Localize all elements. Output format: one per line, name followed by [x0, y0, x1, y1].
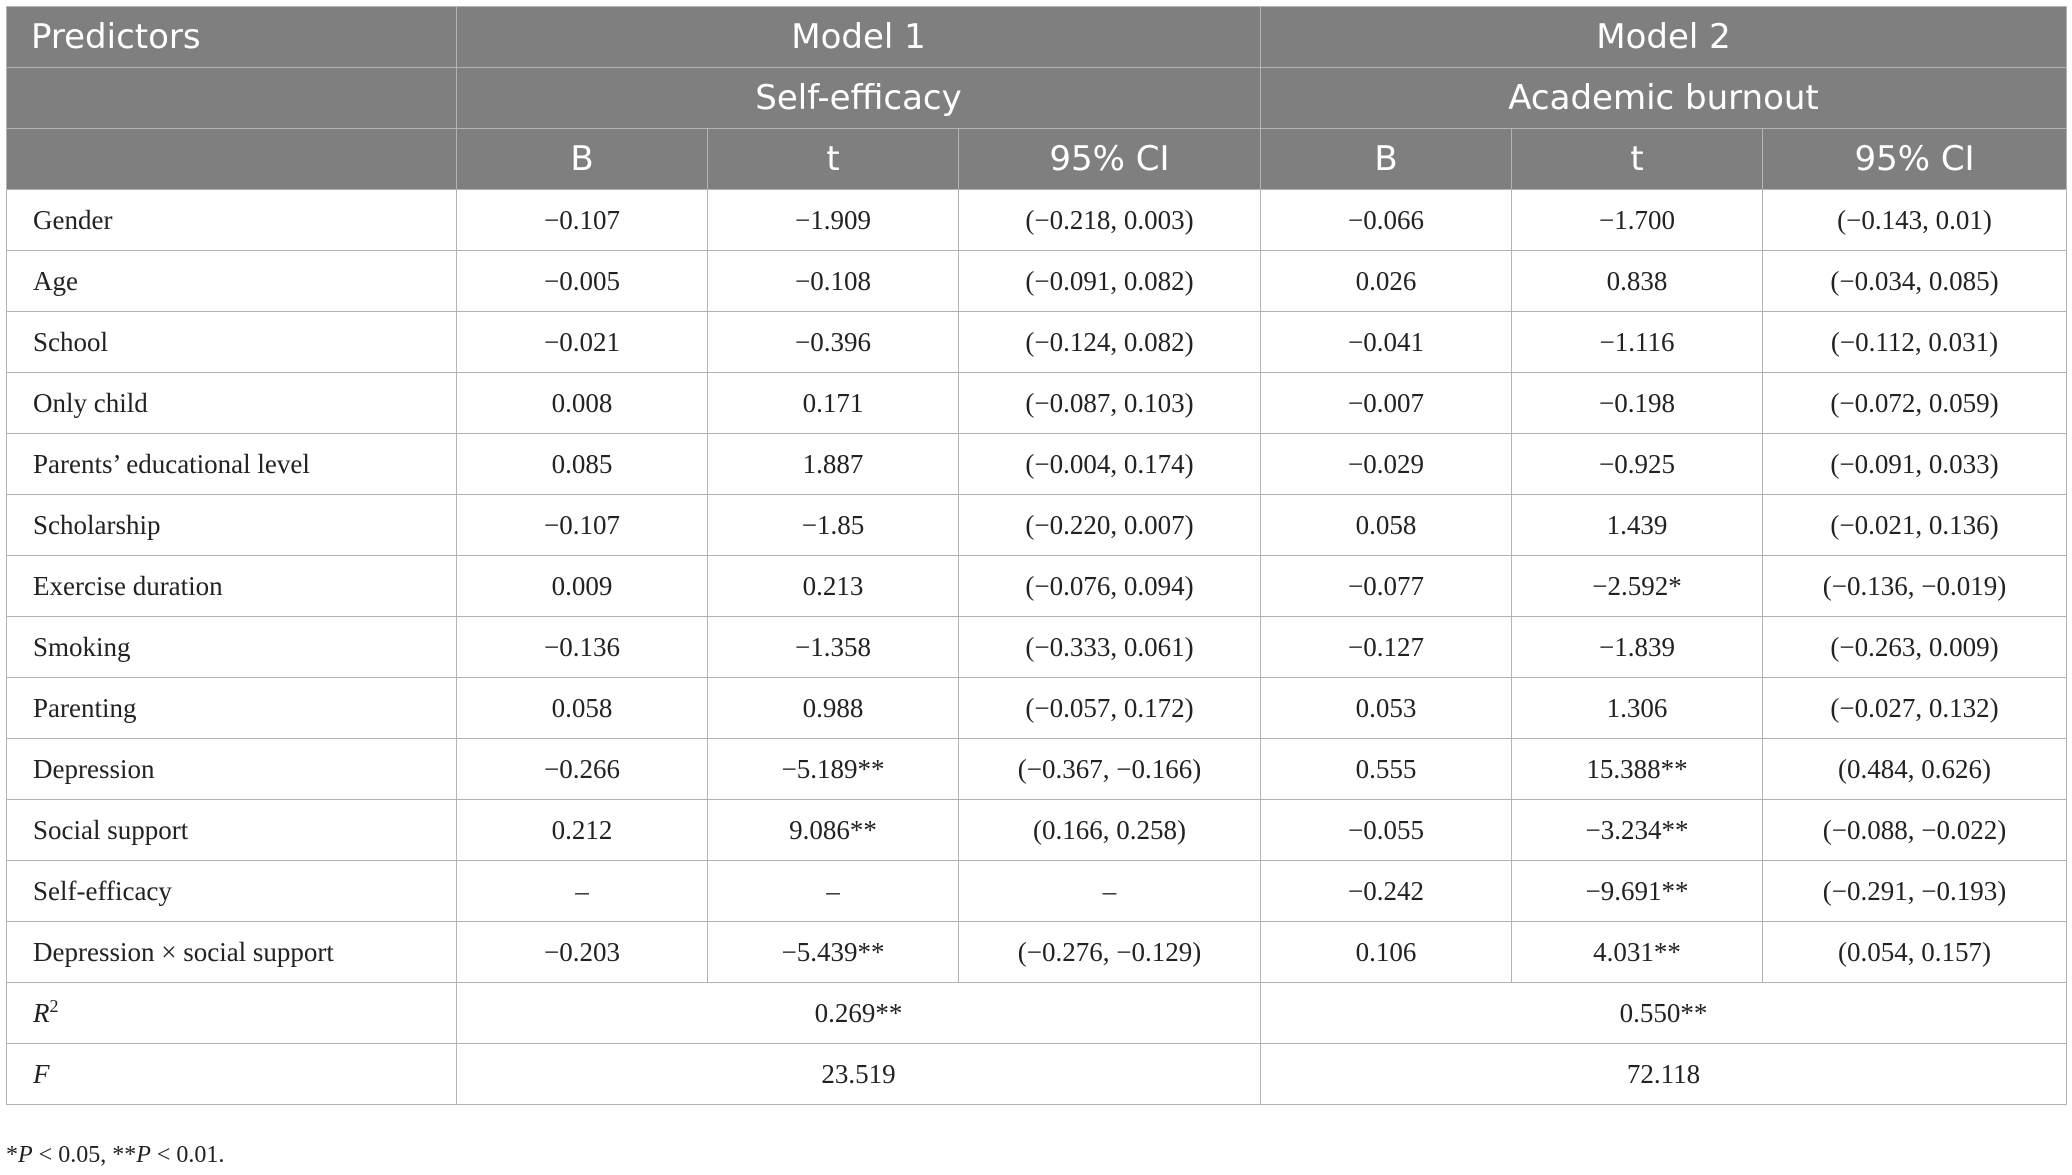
table-cell: (−0.143, 0.01): [1763, 190, 2067, 251]
table-cell: −0.107: [457, 190, 708, 251]
predictor-label: Exercise duration: [7, 556, 457, 617]
table-row: [7, 190, 2067, 251]
predictor-label: Scholarship: [7, 495, 457, 556]
table-cell: 0.212: [457, 800, 708, 861]
predictor-label: Parenting: [7, 678, 457, 739]
table-cell: (0.484, 0.626): [1763, 739, 2067, 800]
table-cell: −0.198: [1512, 373, 1763, 434]
table-cell: (−0.091, 0.082): [959, 251, 1261, 312]
footnote-text1: < 0.05,: [32, 1142, 113, 1168]
table-footnote: [6, 1142, 224, 1169]
table-cell: −5.439**: [708, 922, 959, 983]
table-cell: 4.031**: [1512, 922, 1763, 983]
table-cell: (−0.057, 0.172): [959, 678, 1261, 739]
table-cell: 0.085: [457, 434, 708, 495]
table-cell: −0.136: [457, 617, 708, 678]
table-cell: −0.005: [457, 251, 708, 312]
table-cell: −0.396: [708, 312, 959, 373]
table-cell: 1.306: [1512, 678, 1763, 739]
footnote-star1: *: [6, 1142, 18, 1168]
header-row-outcomes: [7, 68, 2067, 129]
table-cell: 0.106: [1261, 922, 1512, 983]
table-cell: (−0.291, −0.193): [1763, 861, 2067, 922]
table-row: [7, 617, 2067, 678]
predictor-label: Smoking: [7, 617, 457, 678]
table-cell: 0.058: [457, 678, 708, 739]
table-cell: 0.555: [1261, 739, 1512, 800]
table-cell: (−0.021, 0.136): [1763, 495, 2067, 556]
table-cell: (−0.027, 0.132): [1763, 678, 2067, 739]
table-cell: −0.029: [1261, 434, 1512, 495]
table-cell: −0.203: [457, 922, 708, 983]
table-cell: −0.021: [457, 312, 708, 373]
footnote-star2: **: [112, 1142, 137, 1168]
r2-model2: 0.550**: [1261, 983, 2067, 1044]
table-cell: −3.234**: [1512, 800, 1763, 861]
table-cell: (−0.072, 0.059): [1763, 373, 2067, 434]
r2-label: [7, 983, 457, 1044]
table-cell: −0.055: [1261, 800, 1512, 861]
table-cell: –: [457, 861, 708, 922]
footnote-text2: < 0.01.: [150, 1142, 225, 1168]
predictor-label: Parents’ educational level: [7, 434, 457, 495]
table-row: [7, 312, 2067, 373]
table-cell: (−0.136, −0.019): [1763, 556, 2067, 617]
model2-header: Model 2: [1261, 7, 2067, 68]
table-cell: (−0.088, −0.022): [1763, 800, 2067, 861]
table-cell: (−0.034, 0.085): [1763, 251, 2067, 312]
r2-label-base: R: [33, 997, 50, 1028]
table-cell: 0.988: [708, 678, 959, 739]
table-cell: −0.041: [1261, 312, 1512, 373]
predictor-label: Self-efficacy: [7, 861, 457, 922]
f-label: [7, 1044, 457, 1105]
table-cell: 0.008: [457, 373, 708, 434]
predictor-label: Only child: [7, 373, 457, 434]
table-cell: −1.839: [1512, 617, 1763, 678]
f-label-text: F: [33, 1058, 50, 1089]
regression-table-container: [6, 6, 2066, 1105]
table-cell: 0.171: [708, 373, 959, 434]
table-cell: (0.166, 0.258): [959, 800, 1261, 861]
predictor-label: Gender: [7, 190, 457, 251]
table-row: [7, 922, 2067, 983]
table-cell: −1.116: [1512, 312, 1763, 373]
table-cell: –: [708, 861, 959, 922]
summary-row-r2: [7, 983, 2067, 1044]
footnote-p1: P: [18, 1142, 33, 1168]
table-row: [7, 434, 2067, 495]
table-cell: −1.700: [1512, 190, 1763, 251]
empty-header-cell: [7, 129, 457, 190]
table-cell: (−0.124, 0.082): [959, 312, 1261, 373]
table-cell: (−0.091, 0.033): [1763, 434, 2067, 495]
predictor-label: Age: [7, 251, 457, 312]
model1-header: Model 1: [457, 7, 1261, 68]
table-cell: 0.213: [708, 556, 959, 617]
predictor-label: Depression: [7, 739, 457, 800]
table-cell: −1.85: [708, 495, 959, 556]
header-row-models: [7, 7, 2067, 68]
summary-row-f: [7, 1044, 2067, 1105]
table-cell: (−0.087, 0.103): [959, 373, 1261, 434]
table-cell: (−0.333, 0.061): [959, 617, 1261, 678]
table-cell: (−0.263, 0.009): [1763, 617, 2067, 678]
header-row-columns: [7, 129, 2067, 190]
table-cell: 0.838: [1512, 251, 1763, 312]
empty-header-cell: [7, 68, 457, 129]
table-row: [7, 495, 2067, 556]
column-header: 95% CI: [959, 129, 1261, 190]
model1-outcome-header: Self-efficacy: [457, 68, 1261, 129]
f-model2: 72.118: [1261, 1044, 2067, 1105]
table-row: [7, 800, 2067, 861]
table-cell: (−0.004, 0.174): [959, 434, 1261, 495]
table-cell: 0.026: [1261, 251, 1512, 312]
table-row: [7, 251, 2067, 312]
table-cell: –: [959, 861, 1261, 922]
column-header: B: [457, 129, 708, 190]
table-cell: −0.925: [1512, 434, 1763, 495]
table-cell: −0.108: [708, 251, 959, 312]
table-cell: −0.242: [1261, 861, 1512, 922]
r2-model1: 0.269**: [457, 983, 1261, 1044]
table-cell: (−0.220, 0.007): [959, 495, 1261, 556]
table-cell: 0.053: [1261, 678, 1512, 739]
table-cell: 15.388**: [1512, 739, 1763, 800]
predictor-label: School: [7, 312, 457, 373]
table-cell: −0.266: [457, 739, 708, 800]
predictor-label: Depression × social support: [7, 922, 457, 983]
regression-table: [6, 6, 2067, 1105]
table-body: [7, 190, 2067, 1105]
table-cell: −1.909: [708, 190, 959, 251]
table-cell: −0.077: [1261, 556, 1512, 617]
table-cell: −0.107: [457, 495, 708, 556]
predictors-header: Predictors: [7, 7, 457, 68]
table-cell: −0.066: [1261, 190, 1512, 251]
table-cell: −2.592*: [1512, 556, 1763, 617]
column-header: B: [1261, 129, 1512, 190]
table-cell: (−0.218, 0.003): [959, 190, 1261, 251]
table-cell: 9.086**: [708, 800, 959, 861]
table-header: [7, 7, 2067, 190]
model2-outcome-header: Academic burnout: [1261, 68, 2067, 129]
footnote-p2: P: [136, 1142, 151, 1168]
table-row: [7, 373, 2067, 434]
f-model1: 23.519: [457, 1044, 1261, 1105]
table-cell: −0.127: [1261, 617, 1512, 678]
table-cell: (−0.112, 0.031): [1763, 312, 2067, 373]
table-cell: (−0.367, −0.166): [959, 739, 1261, 800]
table-cell: −9.691**: [1512, 861, 1763, 922]
column-header: 95% CI: [1763, 129, 2067, 190]
r2-label-superscript: 2: [49, 995, 59, 1016]
table-row: [7, 861, 2067, 922]
table-cell: (0.054, 0.157): [1763, 922, 2067, 983]
table-row: [7, 739, 2067, 800]
table-cell: (−0.276, −0.129): [959, 922, 1261, 983]
table-row: [7, 556, 2067, 617]
table-row: [7, 678, 2067, 739]
table-cell: −5.189**: [708, 739, 959, 800]
table-cell: −1.358: [708, 617, 959, 678]
table-cell: 0.058: [1261, 495, 1512, 556]
table-cell: 0.009: [457, 556, 708, 617]
predictor-label: Social support: [7, 800, 457, 861]
table-cell: 1.439: [1512, 495, 1763, 556]
column-header: t: [708, 129, 959, 190]
table-cell: −0.007: [1261, 373, 1512, 434]
column-header: t: [1512, 129, 1763, 190]
table-cell: 1.887: [708, 434, 959, 495]
table-cell: (−0.076, 0.094): [959, 556, 1261, 617]
